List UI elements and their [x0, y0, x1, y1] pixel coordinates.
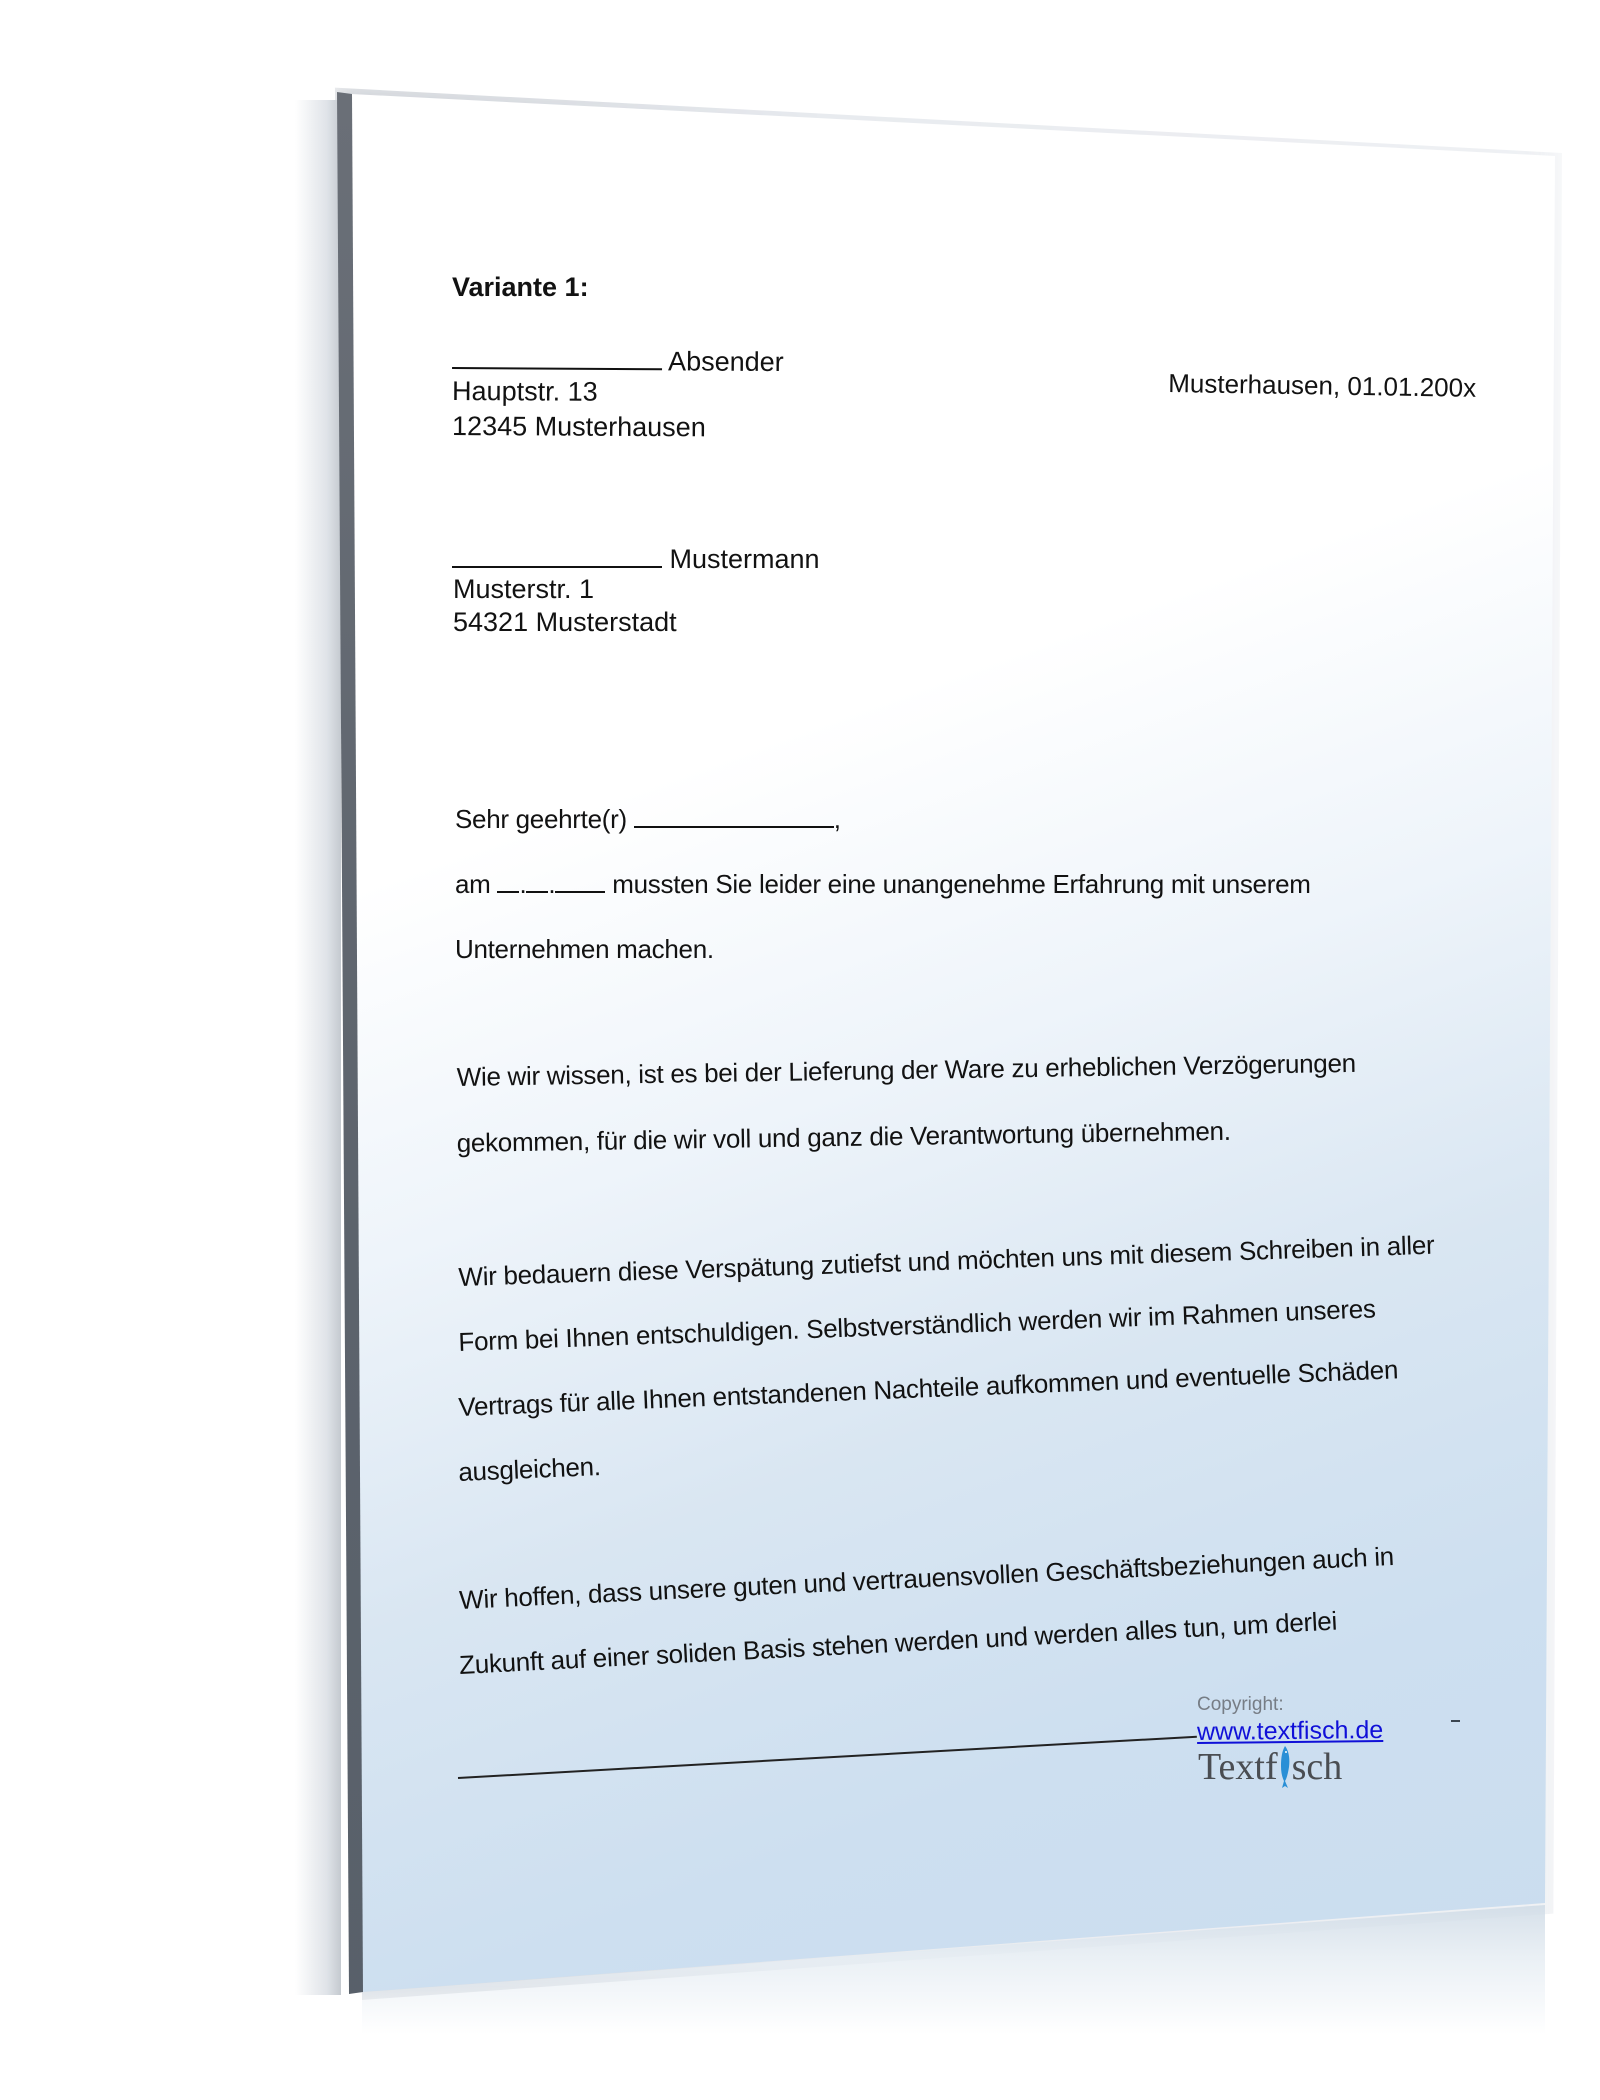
- logo-text-left: Textf: [1198, 1746, 1278, 1788]
- day-blank: [497, 890, 519, 893]
- paragraph-2-line-2: gekommen, für die wir voll und ganz die Verantwortung übernehmen.: [456, 1115, 1231, 1159]
- salutation-line: [455, 804, 841, 835]
- salutation-prefix: Sehr geehrte(r): [455, 804, 627, 834]
- salutation-name-blank: [634, 825, 834, 828]
- date-line: Musterhausen, 01.01.200x: [1168, 368, 1477, 403]
- paragraph-3-line-3: Vertrags für alle Ihnen entstandenen Nachteile aufkommen und eventuelle Schäden: [457, 1354, 1399, 1423]
- recipient-name-line: [452, 544, 820, 575]
- recipient-city: 54321 Musterstadt: [453, 607, 677, 637]
- paragraph-1-text-1: mussten Sie leider eine unangenehme Erfahrung mit unserem: [612, 869, 1311, 899]
- sender-name-blank: [452, 366, 662, 370]
- date-prefix: am: [455, 869, 491, 899]
- sender-street: Hauptstr. 13: [452, 376, 598, 407]
- fish-icon: [1278, 1745, 1292, 1789]
- variant-heading: Variante 1:: [452, 272, 589, 302]
- paragraph-3-line-4: ausgleichen.: [457, 1451, 602, 1488]
- paragraph-1-line-2: Unternehmen machen.: [455, 934, 714, 964]
- recipient-label: Mustermann: [669, 544, 820, 574]
- paragraph-3-line-1: Wir bedauern diese Verspätung zutiefst und möchten uns mit diesem Schreiben in aller: [457, 1229, 1435, 1293]
- paragraph-1-line-1: am . . mussten Sie leider eine unangenehme Erfahrung mit unserem: [455, 869, 1311, 899]
- paragraph-3-line-2: Form bei Ihnen entschuldigen. Selbstverständlich werden wir im Rahmen unseres: [457, 1293, 1377, 1358]
- year-blank: [555, 890, 605, 893]
- recipient-street: Musterstr. 1: [453, 574, 595, 604]
- footer-divider: [458, 1736, 1197, 1779]
- recipient-name-blank: [452, 565, 662, 568]
- sender-label: Absender: [668, 346, 784, 378]
- sender-name-line: [452, 345, 784, 378]
- month-blank: [526, 890, 548, 893]
- sender-city: 12345 Musterhausen: [452, 411, 706, 443]
- copyright-label: Copyright:: [1197, 1694, 1284, 1715]
- paragraph-4-line-1: Wir hoffen, dass unsere guten und vertrauensvollen Geschäftsbeziehungen auch in: [458, 1540, 1395, 1616]
- salutation-suffix: ,: [833, 804, 841, 834]
- footer-dash: [1451, 1720, 1460, 1722]
- paragraph-2-line-1: Wie wir wissen, ist es bei der Lieferung der Ware zu erheblichen Verzögerungen: [456, 1047, 1356, 1093]
- paragraph-4-line-2: Zukunft auf einer soliden Basis stehen werden und werden alles tun, um derlei: [458, 1605, 1338, 1681]
- textfisch-link[interactable]: www.textfisch.de: [1196, 1716, 1384, 1746]
- textfisch-logo: [1198, 1745, 1342, 1789]
- logo-text-right: sch: [1291, 1746, 1343, 1788]
